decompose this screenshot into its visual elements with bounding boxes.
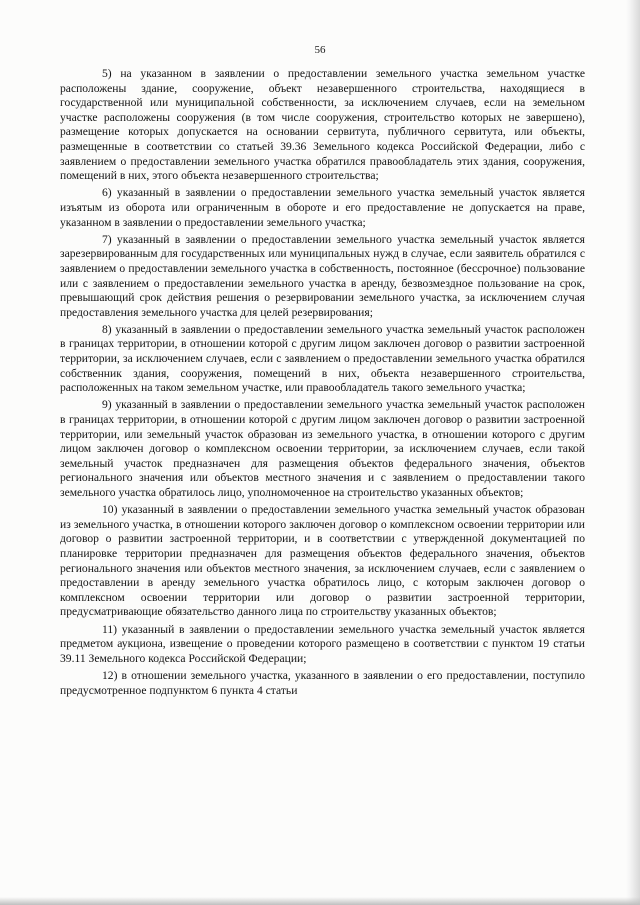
paragraph-item-7: 7) указанный в заявлении о предоставлении земельного участка земельный участок является зарезервированным для государственных или муниципальных нужд в случае, если заявитель обратился с заявлением о предоставлении земельного участка в собственность, постоянное (бессрочное) пользование или с заявлением о предоставлении земельного участка в аренду, безвозмездное пользование на срок, превышающий срок действия решения о резервировании земельного участка, за исключением случая предоставления земельного участка для целей резервирования; bbox=[60, 232, 585, 319]
paragraph-item-6: 6) указанный в заявлении о предоставлении земельного участка земельный участок является изъятым из оборота или ограниченным в обороте и его предоставление не допускается на праве, указанном в заявлении о предоставлении земельного участка; bbox=[60, 186, 585, 229]
paragraph-item-8: 8) указанный в заявлении о предоставлении земельного участка земельный участок расположен в границах территории, в отношении которой с другим лицом заключен договор о развитии застроенной территории, за исключением случаев, если с заявлением о предоставлении земельного участка обратился собственник здания, сооружения, помещений в них, объекта незавершенного строительства, расположенных на таком земельном участке, или правообладатель такого земельного участка; bbox=[60, 322, 585, 395]
document-body bbox=[60, 67, 585, 701]
paragraph-item-11: 11) указанный в заявлении о предоставлении земельного участка земельный участок является предметом аукциона, извещение о проведении которого размещено в соответствии с пунктом 19 статьи 39.11 Земельного кодекса Российской Федерации; bbox=[60, 622, 585, 665]
paragraph-item-5: 5) на указанном в заявлении о предоставлении земельного участка земельном участке расположены здание, сооружение, объект незавершенного строительства, находящиеся в государственной или муниципальной собственности, за исключением случаев, если на земельном участке расположены сооружения (в том числе сооружения, строительство которых не завершено), размещение которых допускается на основании сервитута, публичного сервитута, или объекты, размещенные в соответствии со статьей 39.36 Земельного кодекса Российской Федерации, либо с заявлением о предоставлении земельного участка обратился правообладатель этих здания, сооружения, помещений в них, этого объекта незавершенного строительства; bbox=[60, 67, 585, 183]
paragraph-item-10: 10) указанный в заявлении о предоставлении земельного участка земельный участок образован из земельного участка, в отношении которого заключен договор о комплексном освоении территории или договор о развитии застроенной территории, и в соответствии с утвержденной документацией по планировке территории предназначен для размещения объектов федерального значения, объектов регионального значения или объектов местного значения, за исключением случаев, если с заявлением о предоставлении в аренду земельного участка обратилось лицо, с которым заключен договор о комплексном освоении территории или договор о развитии застроенной территории, предусматривающие обязательство данного лица по строительству указанных объектов; bbox=[60, 503, 585, 619]
scan-shadow-right bbox=[626, 0, 640, 905]
paragraph-item-12: 12) в отношении земельного участка, указанного в заявлении о его предоставлении, поступило предусмотренное подпунктом 6 пункта 4 статьи bbox=[60, 668, 585, 697]
paragraph-item-9: 9) указанный в заявлении о предоставлении земельного участка земельный участок расположен в границах территории, в отношении которой с другим лицом заключен договор о развитии застроенной территории, или земельный участок образован из земельного участка, в отношении которого с другим лицом заключен договор о комплексном освоении территории, за исключением случаев, если такой земельный участок предназначен для размещения объектов федерального значения, объектов регионального значения или объектов местного значения и с заявлением о предоставлении такого земельного участка обратилось лицо, уполномоченное на строительство указанных объектов; bbox=[60, 398, 585, 499]
page-number: 56 bbox=[314, 44, 326, 56]
scan-shadow-bottom bbox=[0, 897, 640, 905]
